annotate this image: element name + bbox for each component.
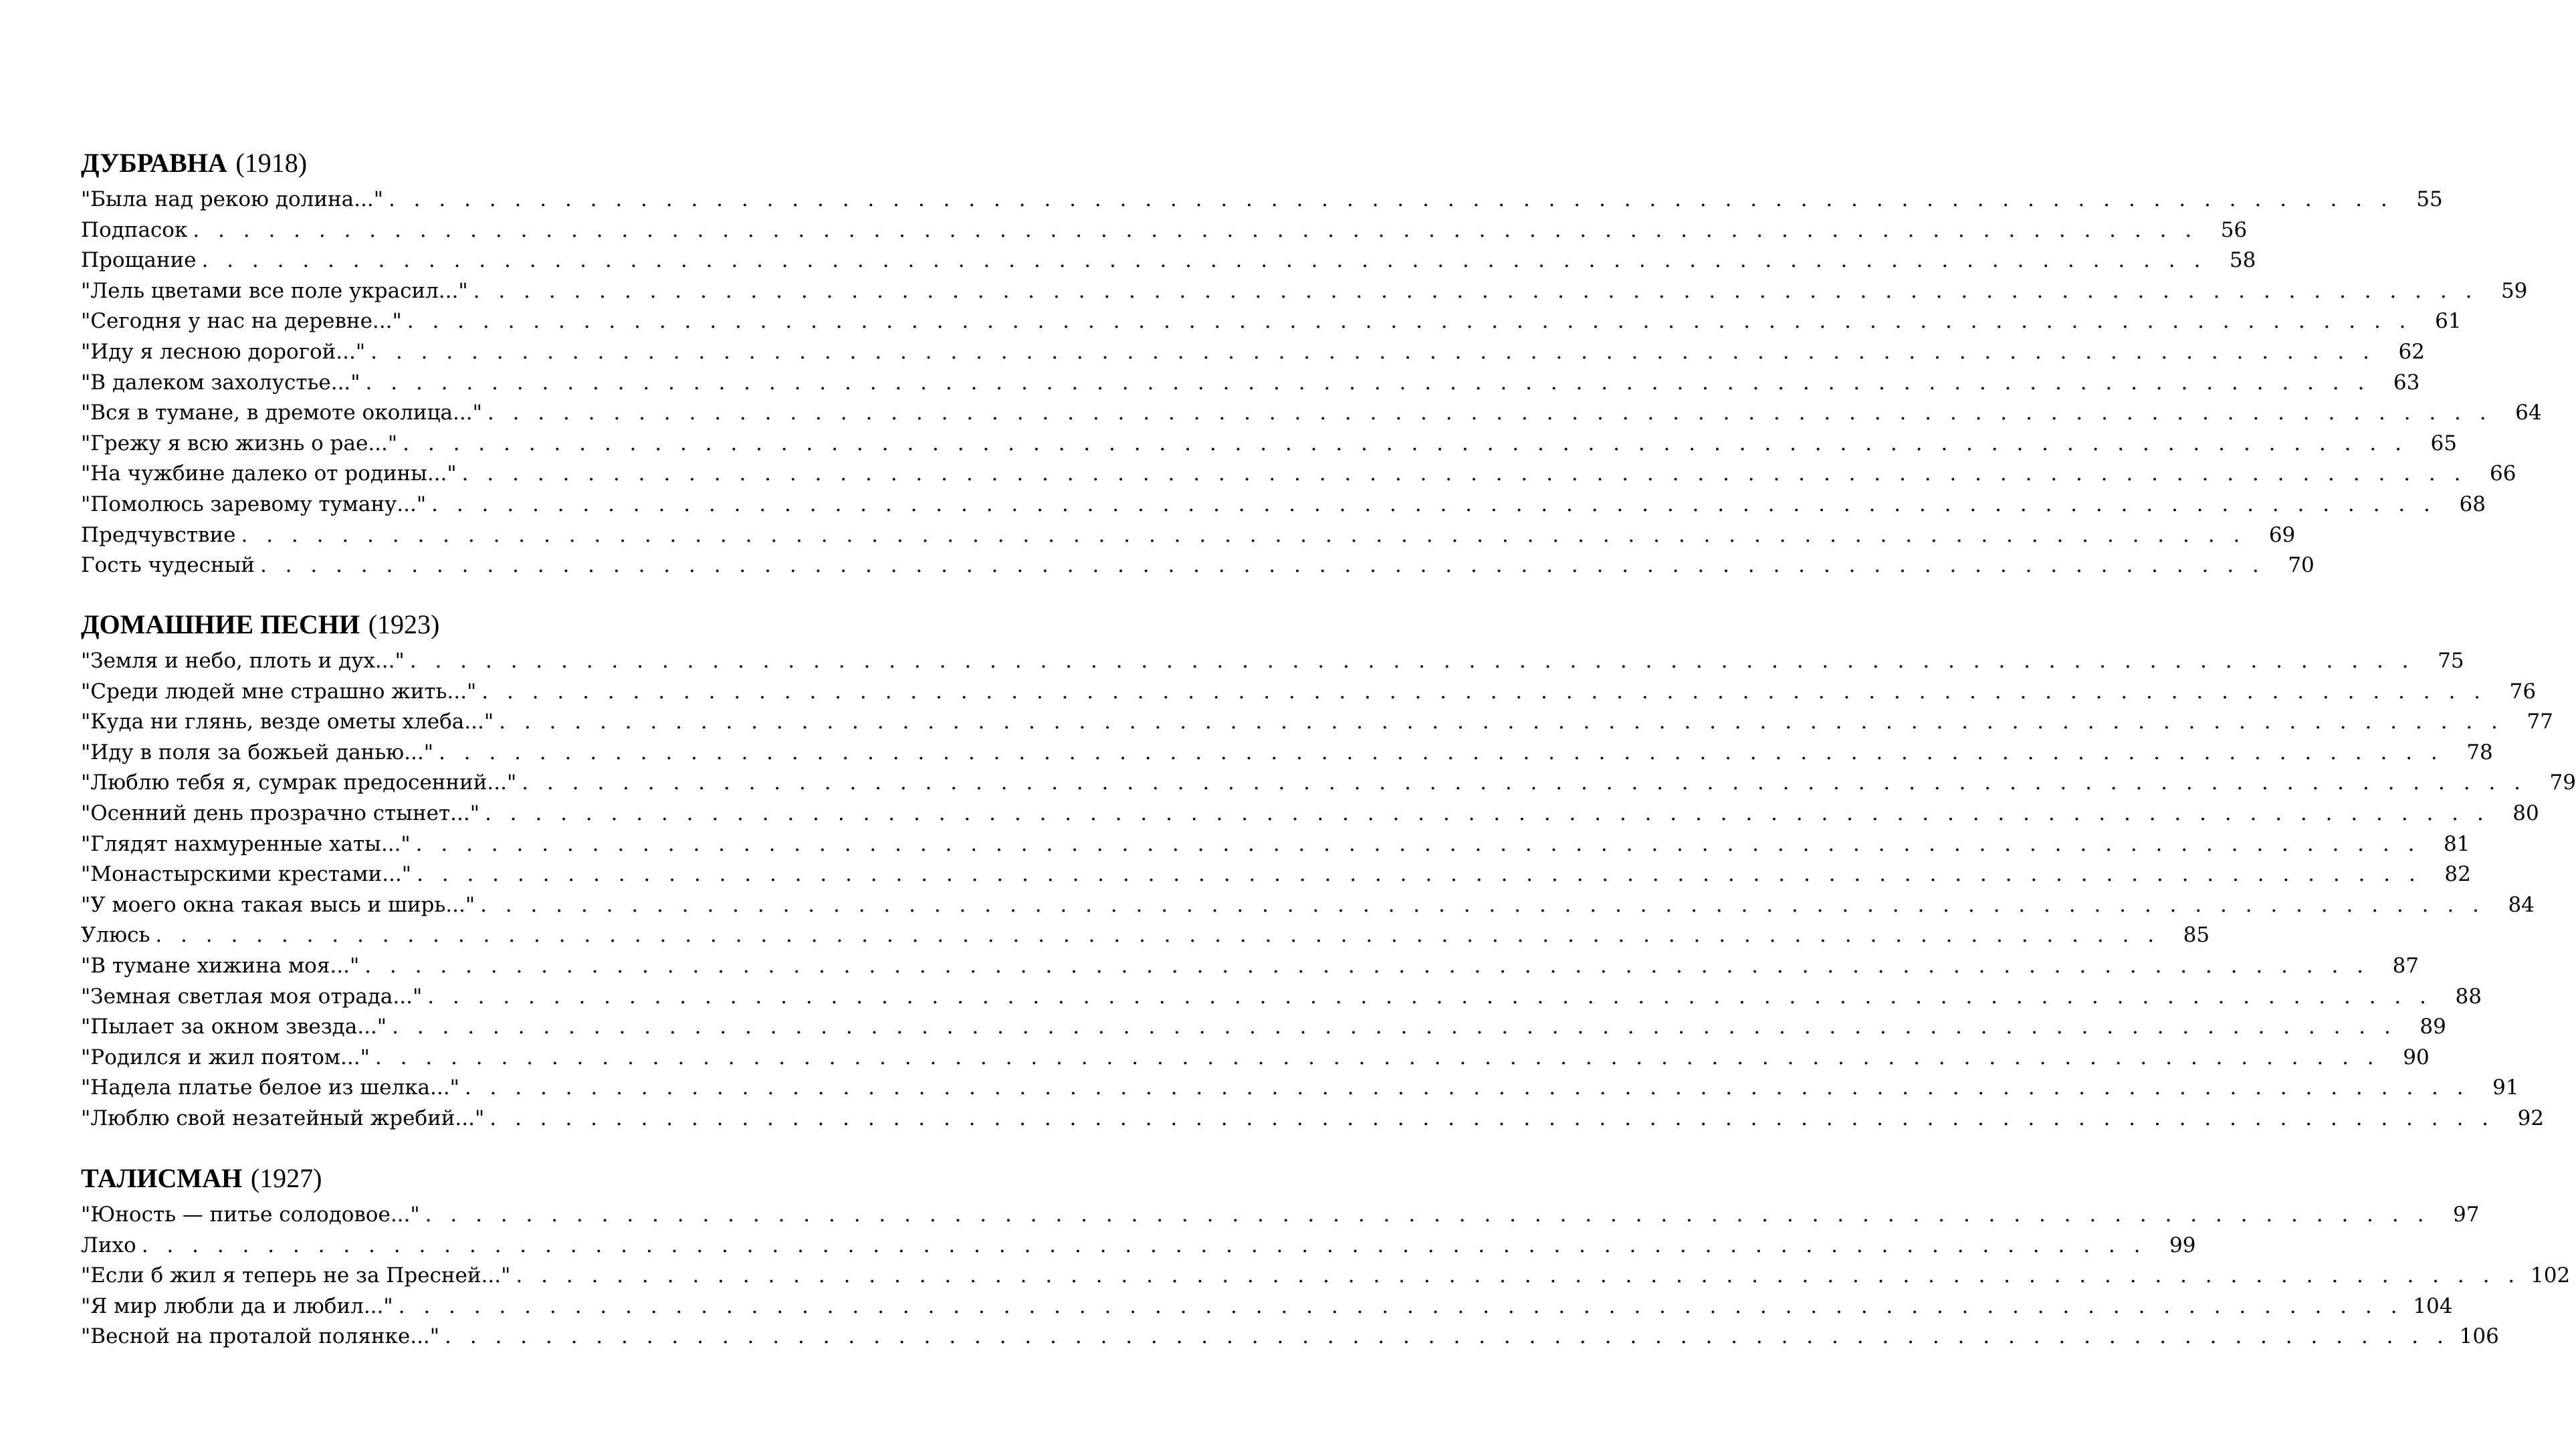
dot-leader: . . . . . . . . . . . . . . . . . . . . . . . . . . . . . . . . . . . . . . . . . . . . . . . . . . . . . . . . . . . . . . . . . . . . . . . . . . . . . . . . [392,1015,2397,1039]
entry-page-number: 87 [2392,953,2420,978]
toc-entry[interactable] [81,1104,2545,1134]
entry-page-number: 77 [2527,710,2553,734]
dot-leader: . . . . . . . . . . . . . . . . . . . . . . . . . . . . . . . . . . . . . . . . . . . . . . . . . . . . . . . . . . . . . . . . . . . . . . . . . . . . . . . . [407,309,2412,334]
entry-page-number: 76 [2509,679,2537,704]
toc-entry[interactable] [81,1231,2196,1261]
toc-entry[interactable] [81,1200,2480,1231]
toc-entry[interactable] [81,1043,2430,1073]
entry-page-number: 99 [2169,1233,2196,1257]
section-heading [81,144,844,182]
toc-entry[interactable] [81,829,2470,860]
entry-title: "Люблю свой незатейный жребий..." [81,1106,485,1130]
entry-page-number: 90 [2403,1045,2430,1069]
dot-leader: . . . . . . . . . . . . . . . . . . . . . . . . . . . . . . . . . . . . . . . . . . . . . . . . . . . . . . . . . . . . . . . . . . . . . . . . . . . . . . . . [374,1045,2380,1069]
entry-title: "Сегодня у нас на деревне..." [81,309,402,334]
entry-page-number: 102 [2531,1263,2571,1288]
dot-leader: . . . . . . . . . . . . . . . . . . . . . . . . . . . . . . . . . . . . . . . . . . . . . . . . . . . . . . . . . . . . . . . . . . . . . . . . . . . . . . . . [193,217,2198,242]
entry-page-number: 85 [2183,923,2210,948]
dot-leader: . . . . . . . . . . . . . . . . . . . . . . . . . . . . . . . . . . . . . . . . . . . . . . . . . . . . . . . . . . . . . . . . . . . . . . . . . . . . . . . . [516,1263,2521,1288]
toc-entry[interactable] [81,368,2420,399]
toc-entry[interactable] [81,1073,2519,1104]
dot-leader: . . . . . . . . . . . . . . . . . . . . . . . . . . . . . . . . . . . . . . . . . . . . . . . . . . . . . . . . . . . . . . . . . . . . . . . . . . . . . . . . [481,679,2487,704]
section-title: ДОМАШНИЕ ПЕСНИ [81,609,360,639]
entry-page-number: 92 [2517,1106,2545,1130]
dot-leader: . . . . . . . . . . . . . . . . . . . . . . . . . . . . . . . . . . . . . . . . . . . . . . . . . . . . . . . . . . . . . . . . . . . . . . . . . . . . . . . . [365,370,2371,395]
toc-entry[interactable] [81,276,2528,307]
entry-page-number: 84 [2508,892,2535,917]
dot-leader: . . . . . . . . . . . . . . . . . . . . . . . . . . . . . . . . . . . . . . . . . . . . . . . . . . . . . . . . . . . . . . . . . . . . . . . . . . . . . . . . [388,187,2393,211]
toc-entry[interactable] [81,920,2210,951]
entry-title: Улюсь [81,923,150,948]
entry-title: "Юность — питье солодовое..." [81,1203,420,1227]
toc-entry[interactable] [81,1012,2446,1043]
toc-entry[interactable] [81,951,2420,982]
toc-entry[interactable] [81,707,2553,738]
toc-entry[interactable] [81,245,2256,276]
toc-entry[interactable] [81,520,2296,551]
entry-title: "Надела платье белое из шелка..." [81,1075,459,1100]
entry-title: "Земная светлая моя отрада..." [81,984,423,1009]
dot-leader: . . . . . . . . . . . . . . . . . . . . . . . . . . . . . . . . . . . . . . . . . . . . . . . . . . . . . . . . . . . . . . . . . . . . . . . . . . . . . . . . [473,278,2478,303]
toc-section-dubravna [81,144,2542,581]
entry-title: "Вся в тумане, в дремоте околица..." [81,401,482,425]
entry-title: "На чужбине далеко от родины..." [81,461,457,486]
toc-entry[interactable] [81,185,2443,215]
entry-page-number: 55 [2416,187,2443,211]
toc-entry[interactable] [81,677,2537,708]
entry-page-number: 69 [2268,522,2296,547]
entry-page-number: 79 [2549,770,2576,795]
dot-leader: . . . . . . . . . . . . . . . . . . . . . . . . . . . . . . . . . . . . . . . . . . . . . . . . . . . . . . . . . . . . . . . . . . . . . . . . . . . . . . . . [403,431,2407,455]
entry-title: Подпасок [81,217,188,242]
dot-leader: . . . . . . . . . . . . . . . . . . . . . . . . . . . . . . . . . . . . . . . . . . . . . . . . . . . . . . . . . . . . . . . . . . . . . . . . . . . . . . . . [431,492,2436,516]
toc-section-domashnie-pesni [81,606,2576,1134]
entry-title: "Я мир любли да и любил..." [81,1294,393,1318]
dot-leader: . . . . . . . . . . . . . . . . . . . . . . . . . . . . . . . . . . . . . . . . . . . . . . . . . . . . . . . . . . . . . . . . . . . . . . . . . . . . . . . . [155,923,2161,948]
entry-page-number: 58 [2229,248,2256,273]
toc-entry[interactable] [81,215,2248,246]
toc-entry[interactable] [81,306,2462,337]
dot-leader: . . . . . . . . . . . . . . . . . . . . . . . . . . . . . . . . . . . . . . . . . . . . . . . . . . . . . . . . . . . . . . . . . . . . . . . . . . . . . . . . [445,1324,2450,1349]
dot-leader: . . . . . . . . . . . . . . . . . . . . . . . . . . . . . . . . . . . . . . . . . . . . . . . . . . . . . . . . . . . . . . . . . . . . . . . . . . . . . . . . [464,1075,2470,1100]
entry-title: "Была над рекою долина..." [81,187,383,211]
entry-page-number: 64 [2515,401,2542,425]
entry-title: Гость чудесный [81,553,255,578]
entry-page-number: 80 [2512,801,2539,825]
toc-entry[interactable] [81,738,2493,768]
dot-leader: . . . . . . . . . . . . . . . . . . . . . . . . . . . . . . . . . . . . . . . . . . . . . . . . . . . . . . . . . . . . . . . . . . . . . . . . . . . . . . . . [522,770,2527,795]
dot-leader: . . . . . . . . . . . . . . . . . . . . . . . . . . . . . . . . . . . . . . . . . . . . . . . . . . . . . . . . . . . . . . . . . . . . . . . . . . . . . . . . [487,401,2492,425]
entry-page-number: 97 [2453,1203,2480,1227]
entry-title: "Монастырскими крестами..." [81,862,412,887]
dot-leader: . . . . . . . . . . . . . . . . . . . . . . . . . . . . . . . . . . . . . . . . . . . . . . . . . . . . . . . . . . . . . . . . . . . . . . . . . . . . . . . . [425,1203,2430,1227]
dot-leader: . . . . . . . . . . . . . . . . . . . . . . . . . . . . . . . . . . . . . . . . . . . . . . . . . . . . . . . . . . . . . . . . . . . . . . . . . . . . . . . . [259,553,2265,578]
dot-leader: . . . . . . . . . . . . . . . . . . . . . . . . . . . . . . . . . . . . . . . . . . . . . . . . . . . . . . . . . . . . . . . . . . . . . . . . . . . . . . . . [415,831,2421,856]
entry-page-number: 65 [2430,431,2457,455]
entry-page-number: 81 [2444,831,2470,856]
entry-title: "Лель цветами все поле украсил..." [81,278,468,303]
entry-title: "В далеком захолустье..." [81,370,360,395]
toc-entry[interactable] [81,429,2457,459]
entry-title: "Пылает за окном звезда..." [81,1015,387,1039]
entry-title: Предчувствие [81,522,236,547]
dot-leader: . . . . . . . . . . . . . . . . . . . . . . . . . . . . . . . . . . . . . . . . . . . . . . . . . . . . . . . . . . . . . . . . . . . . . . . . . . . . . . . . [241,522,2246,547]
entry-page-number: 61 [2435,309,2462,334]
dot-leader: . . . . . . . . . . . . . . . . . . . . . . . . . . . . . . . . . . . . . . . . . . . . . . . . . . . . . . . . . . . . . . . . . . . . . . . . . . . . . . . . [499,710,2504,734]
dot-leader: . . . . . . . . . . . . . . . . . . . . . . . . . . . . . . . . . . . . . . . . . . . . . . . . . . . . . . . . . . . . . . . . . . . . . . . . . . . . . . . . [438,740,2444,764]
toc-entry[interactable] [81,1292,2453,1322]
entry-title: "Иду я лесною дорогой..." [81,339,366,364]
toc-entry[interactable] [81,459,2516,490]
entry-page-number: 59 [2500,278,2528,303]
entry-title: "Грежу я всю жизнь о рае..." [81,431,398,455]
entry-title: "Родился и жил поятом..." [81,1045,370,1069]
dot-leader: . . . . . . . . . . . . . . . . . . . . . . . . . . . . . . . . . . . . . . . . . . . . . . . . . . . . . . . . . . . . . . . . . . . . . . . . . . . . . . . . [141,1233,2147,1257]
dot-leader: . . . . . . . . . . . . . . . . . . . . . . . . . . . . . . . . . . . . . . . . . . . . . . . . . . . . . . . . . . . . . . . . . . . . . . . . . . . . . . . . [484,801,2490,825]
entry-title: "Осенний день прозрачно стынет..." [81,801,479,825]
toc-entry[interactable] [81,890,2535,921]
toc-section-talisman [81,1160,2571,1352]
dot-leader: . . . . . . . . . . . . . . . . . . . . . . . . . . . . . . . . . . . . . . . . . . . . . . . . . . . . . . . . . . . . . . . . . . . . . . . . . . . . . . . . [364,953,2370,978]
entry-title: "Глядят нахмуренные хаты..." [81,831,411,856]
toc-entry[interactable] [81,859,2471,890]
toc-entry[interactable] [81,337,2425,368]
toc-entry[interactable] [81,490,2486,520]
toc-entry[interactable] [81,1261,2571,1292]
dot-leader: . . . . . . . . . . . . . . . . . . . . . . . . . . . . . . . . . . . . . . . . . . . . . . . . . . . . . . . . . . . . . . . . . . . . . . . . . . . . . . . . [201,248,2207,273]
dot-leader: . . . . . . . . . . . . . . . . . . . . . . . . . . . . . . . . . . . . . . . . . . . . . . . . . . . . . . . . . . . . . . . . . . . . . . . . . . . . . . . . [490,1106,2495,1130]
toc-entry[interactable] [81,646,2464,677]
dot-leader: . . . . . . . . . . . . . . . . . . . . . . . . . . . . . . . . . . . . . . . . . . . . . . . . . . . . . . . . . . . . . . . . . . . . . . . . . . . . . . . . [370,339,2375,364]
toc-entry[interactable] [81,768,2576,799]
entry-title: Лихо [81,1233,136,1257]
entry-title: "Земля и небо, плоть и дух..." [81,649,405,673]
dot-leader: . . . . . . . . . . . . . . . . . . . . . . . . . . . . . . . . . . . . . . . . . . . . . . . . . . . . . . . . . . . . . . . . . . . . . . . . . . . . . . . . [417,862,2422,887]
entry-page-number: 68 [2459,492,2486,516]
section-year: (1918) [235,148,308,178]
entry-page-number: 75 [2438,649,2464,673]
entry-title: "Весной на проталой полянке..." [81,1324,440,1349]
entry-title: "Если б жил я теперь не за Пресней..." [81,1263,511,1288]
section-title: ДУБРАВНА [81,148,227,178]
dot-leader: . . . . . . . . . . . . . . . . . . . . . . . . . . . . . . . . . . . . . . . . . . . . . . . . . . . . . . . . . . . . . . . . . . . . . . . . . . . . . . . . [480,892,2485,917]
toc-entry[interactable] [81,982,2482,1013]
entry-title: "Среди людей мне страшно жить..." [81,679,477,704]
dot-leader: . . . . . . . . . . . . . . . . . . . . . . . . . . . . . . . . . . . . . . . . . . . . . . . . . . . . . . . . . . . . . . . . . . . . . . . . . . . . . . . . [427,984,2432,1009]
toc-entry[interactable] [81,1322,2499,1352]
entry-page-number: 104 [2413,1294,2453,1318]
entry-page-number: 106 [2459,1324,2499,1349]
entry-page-number: 70 [2288,553,2315,578]
section-heading [81,606,844,643]
entry-page-number: 91 [2492,1075,2519,1100]
entry-page-number: 88 [2455,984,2482,1009]
toc-entry[interactable] [81,550,2315,581]
entry-page-number: 62 [2398,339,2425,364]
entry-title: "Иду в поля за божьей данью..." [81,740,433,764]
entry-title: "У моего окна такая высь и ширь..." [81,892,475,917]
dot-leader: . . . . . . . . . . . . . . . . . . . . . . . . . . . . . . . . . . . . . . . . . . . . . . . . . . . . . . . . . . . . . . . . . . . . . . . . . . . . . . . . [409,649,2415,673]
entry-page-number: 63 [2393,370,2420,395]
entry-page-number: 82 [2444,862,2471,887]
entry-page-number: 89 [2420,1015,2446,1039]
entry-title: "Куда ни глянь, везде ометы хлеба..." [81,710,494,734]
dot-leader: . . . . . . . . . . . . . . . . . . . . . . . . . . . . . . . . . . . . . . . . . . . . . . . . . . . . . . . . . . . . . . . . . . . . . . . . . . . . . . . . [461,461,2467,486]
entry-page-number: 78 [2466,740,2493,764]
entry-title: "Люблю тебя я, сумрак предосенний..." [81,770,517,795]
entry-page-number: 56 [2220,217,2248,242]
section-year: (1927) [250,1163,322,1193]
section-year: (1923) [368,609,440,639]
section-title: ТАЛИСМАН [81,1163,243,1193]
section-heading [81,1160,844,1197]
entry-title: Прощание [81,248,197,273]
entry-title: "Помолюсь заревому туману..." [81,492,427,516]
dot-leader: . . . . . . . . . . . . . . . . . . . . . . . . . . . . . . . . . . . . . . . . . . . . . . . . . . . . . . . . . . . . . . . . . . . . . . . . . . . . . . . . [398,1294,2403,1318]
entry-page-number: 66 [2490,461,2516,486]
toc-entry[interactable] [81,799,2539,829]
toc-entry[interactable] [81,398,2542,429]
entry-title: "В тумане хижина моя..." [81,953,360,978]
